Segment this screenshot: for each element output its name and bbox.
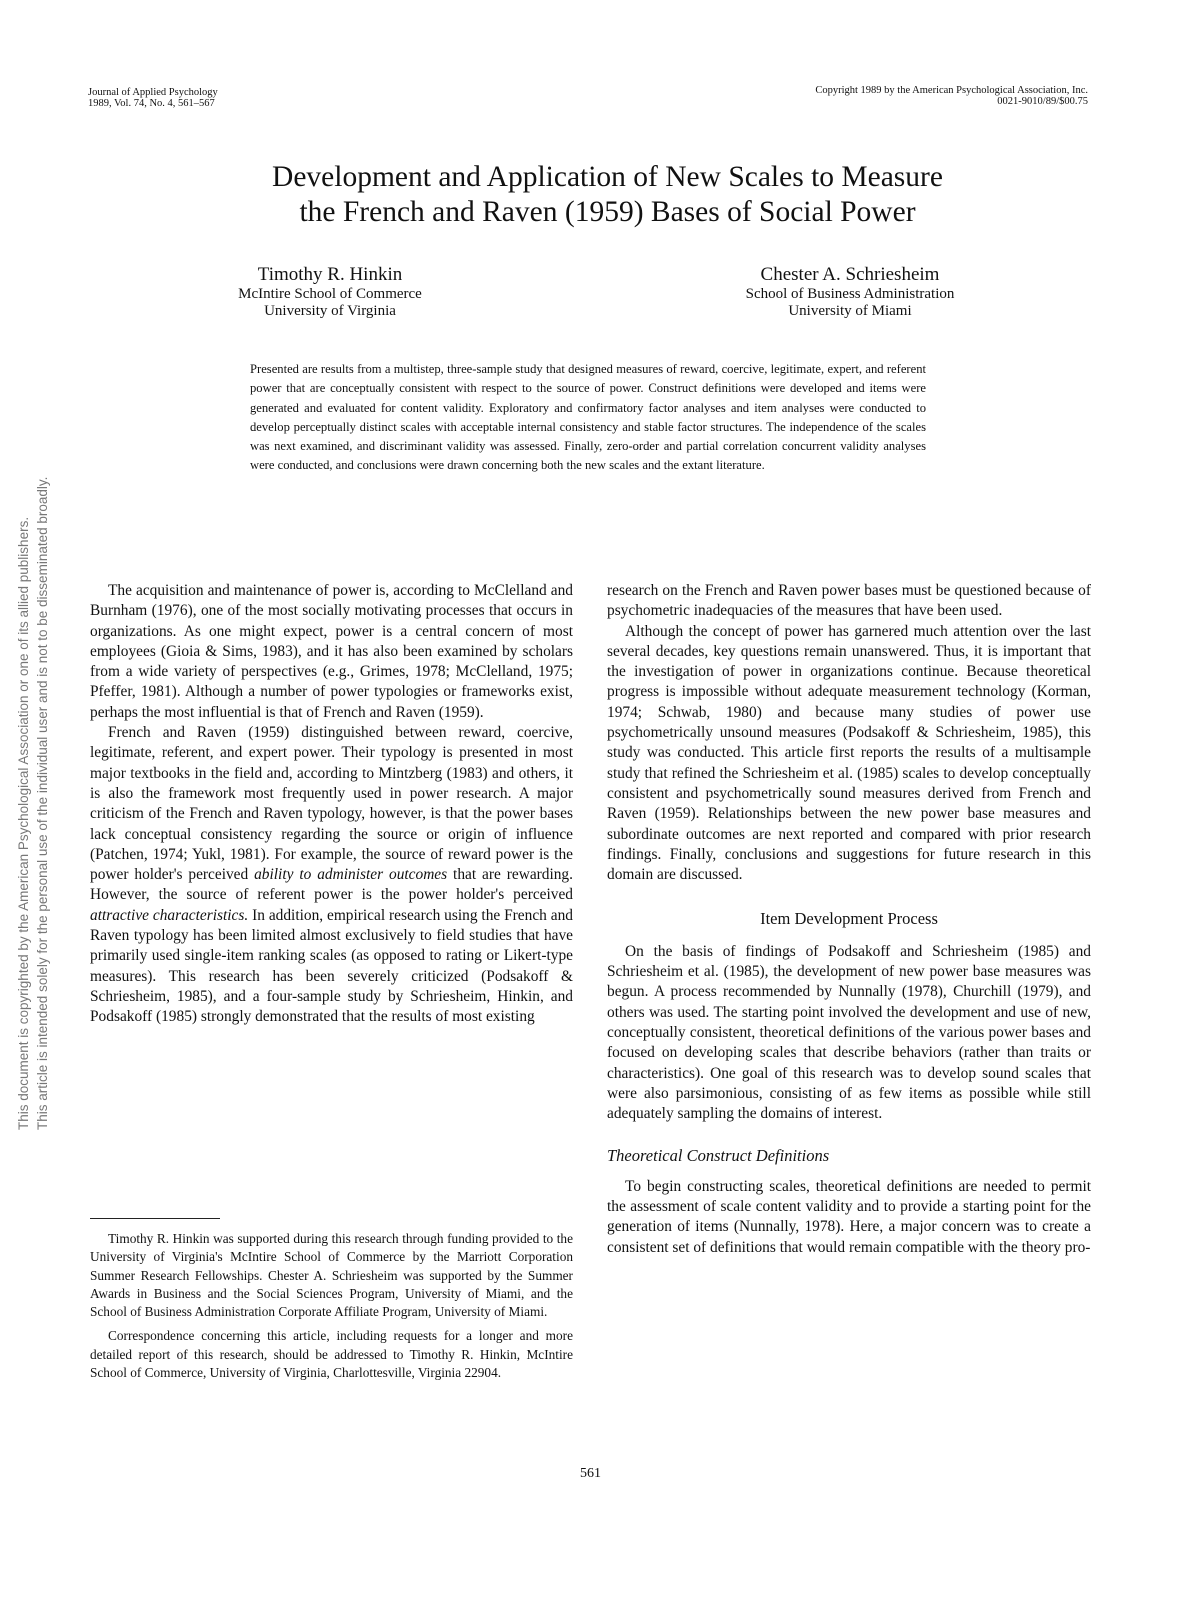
title-line-1: Development and Application of New Scales to Measure (272, 161, 943, 193)
left-column (90, 581, 573, 1028)
author-institution: University of Miami (788, 303, 912, 319)
title-line-2: the French and Raven (1959) Bases of Social Power (299, 196, 916, 228)
author-block-2 (700, 264, 1000, 320)
footnote: Timothy R. Hinkin was supported during this research through funding provided to the University of Virginia's McIntire School of Commerce by the Marriott Corporation Summer Research Fellowships. Chester A. Schriesheim was supported by the Summer Awards in Business and the Social Sciences Program, University of Miami, and the School of Business Administration Corporate Affiliate Program, University of Miami. (90, 1231, 573, 1320)
issn-code: 0021-9010/89/$00.75 (997, 96, 1088, 107)
side-notice-line-2: This article is intended solely for the personal use of the individual user and is not to be disseminated broadly. (35, 476, 50, 1130)
paragraph-text: French and Raven (1959) distinguished between reward, coercive, legitimate, referent, and expert power. Their typology is presented in most major textbooks in the field and, according to Mintzberg (1983) and others, it is also the framework most frequently used in power research. A major criticism of the French and Raven typology, however, is that the power bases lack conceptual consistency regarding the source or origin of influence (Patchen, 1974; Yukl, 1981). For example, the source of reward power is the power holder's perceived (90, 724, 573, 884)
author-institution: University of Virginia (264, 303, 396, 319)
body-paragraph: To begin constructing scales, theoretical definitions are needed to permit the assessment of scale content validity and to provide a starting point for the generation of items (Nunnally, 1978). Here, a major concern was to create a consistent set of definitions that would remain compatible with the theory pro- (607, 1177, 1091, 1256)
section-heading: Item Development Process (760, 909, 938, 929)
right-column (607, 581, 1091, 1258)
author-name: Timothy R. Hinkin (257, 264, 403, 285)
author-name: Chester A. Schriesheim (760, 264, 940, 285)
body-paragraph: research on the French and Raven power bases must be questioned because of psychometric inadequacies of the measures that have been used. (607, 582, 1091, 620)
footnote: Correspondence concerning this article, including requests for a longer and more detailed report of this research, should be addressed to Timothy R. Hinkin, McIntire School of Commerce, University of Virginia, Charlottesville, Virginia 22904. (90, 1328, 573, 1381)
journal-volume: 1989, Vol. 74, No. 4, 561–567 (88, 98, 215, 109)
body-paragraph: On the basis of findings of Podsakoff and Schriesheim (1985) and Schriesheim et al. (1985), the development of new power base measures was begun. A process recommended by Nunnally (1978), Churchill (1979), and others was used. The starting point involved the development and use of new, conceptually consistent, theoretical definitions of the various power bases and focused on developing scales that describe behaviors (rather than traits or characteristics). One goal of this research was to develop sound scales that were also parsimonious, consisting of as few items as possible while still adequately sampling the domains of interest. (607, 942, 1091, 1123)
author-affiliation: McIntire School of Commerce (238, 286, 422, 302)
footnote-divider (90, 1218, 220, 1219)
emphasis-text: ability to administer outcomes (254, 866, 448, 884)
footnotes (90, 1230, 573, 1388)
author-block-1 (190, 264, 470, 320)
copyright-notice (815, 85, 1088, 107)
side-notice-line-1: This document is copyrighted by the American Psychological Association or one of its allied publishers. (16, 516, 31, 1130)
body-paragraph (90, 723, 573, 1027)
paragraph-text: that are rewarding. However, the source of referent power is the power holder's perceived (90, 866, 573, 904)
journal-name: Journal of Applied Psychology (88, 87, 218, 98)
page-number: 561 (580, 1466, 601, 1481)
side-copyright-notice (14, 477, 52, 1130)
abstract: Presented are results from a multistep, three-sample study that designed measures of reward, coercive, legitimate, expert, and referent power that are conceptually consistent with respect to the source of power. Construct definitions were developed and items were generated and evaluated for content validity. Exploratory and confirmatory factor analyses and item analyses were conducted to develop perceptually distinct scales with acceptable internal consistency and stable factor structures. The independence of the scales was next examined, and discriminant validity was assessed. Finally, zero-order and partial correlation concurrent validity analyses were conducted, and conclusions were drawn concerning both the new scales and the extant literature. (250, 362, 926, 473)
paragraph-text: In addition, empirical research using the French and Raven typology has been limited almost exclusively to field studies that have primarily used single-item ranking scales (as opposed to rating or Likert-type measures). This research has been severely criticized (Podsakoff & Schriesheim, 1985), and a four-sample study by Schriesheim, Hinkin, and Podsakoff (1985) strongly demonstrated that the results of most existing (90, 906, 573, 1026)
body-paragraph: The acquisition and maintenance of power is, according to McClelland and Burnham (1976), one of the most socially motivating processes that occurs in organizations. As one might expect, power is a central concern of most employees (Gioia & Sims, 1983), and it has also been examined by scholars from a wide variety of perspectives (e.g., Grimes, 1978; McClelland, 1975; Pfeffer, 1981). Although a number of power typologies or frameworks exist, perhaps the most influential is that of French and Raven (1959). (90, 582, 573, 721)
article-title (120, 160, 1095, 230)
copyright-holder: Copyright 1989 by the American Psychological Association, Inc. (815, 85, 1088, 96)
body-paragraph: Although the concept of power has garnered much attention over the last several decades, key questions remain unanswered. Thus, it is important that the investigation of power in organizations continue. Because theoretical progress is impossible without adequate measurement technology (Korman, 1974; Schwab, 1980) and because many studies of power use psychometrically unsound measures (Podsakoff & Schriesheim, 1985), this study was conducted. This article first reports the results of a multisample study that refined the Schriesheim et al. (1985) scales to develop conceptually consistent and psychometrically sound measures derived from French and Raven (1959). Relationships between the new power base measures and subordinate outcomes are next reported and compared with prior research findings. Finally, conclusions and suggestions for future research in this domain are discussed. (607, 622, 1091, 884)
emphasis-text: attractive characteristics. (90, 906, 249, 924)
author-affiliation: School of Business Administration (745, 286, 955, 302)
journal-citation (88, 87, 218, 109)
subsection-heading: Theoretical Construct Definitions (607, 1146, 830, 1166)
